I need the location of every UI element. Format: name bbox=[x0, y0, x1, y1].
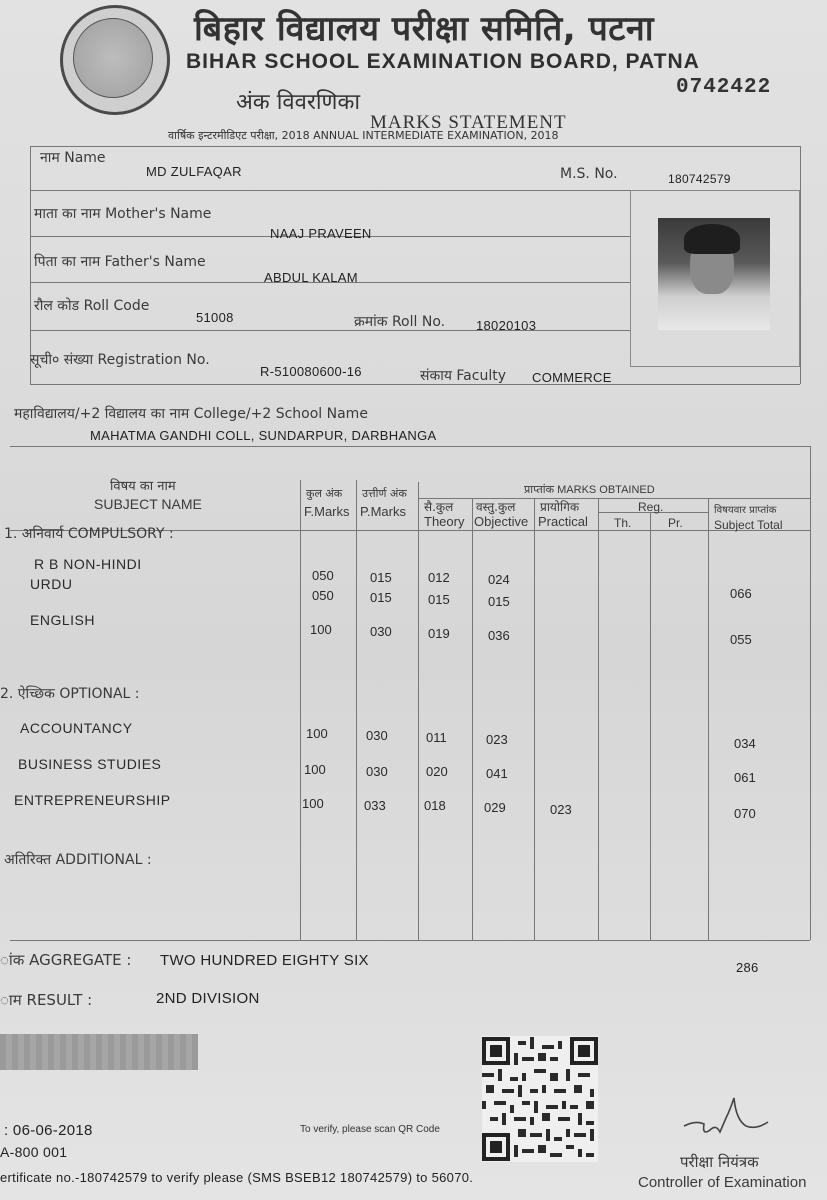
reg-theory-header: Th. bbox=[614, 516, 632, 530]
redacted-block bbox=[0, 1034, 198, 1070]
pass-marks: 030 bbox=[366, 764, 388, 779]
objective-marks: 023 bbox=[486, 732, 508, 747]
aggregate-value: 286 bbox=[736, 960, 759, 975]
subject-total: 055 bbox=[730, 632, 752, 647]
objective-marks: 029 bbox=[484, 800, 506, 815]
result-value: 2ND DIVISION bbox=[156, 990, 260, 1007]
optional-section: 2. ऐच्छिक OPTIONAL : bbox=[0, 686, 140, 702]
roll-no-label: क्रमांक Roll No. bbox=[354, 314, 446, 330]
father-name: ABDUL KALAM bbox=[264, 270, 358, 285]
student-name: MD ZULFAQAR bbox=[146, 164, 242, 179]
reg-header: Reg. bbox=[638, 500, 664, 514]
subject-total: 070 bbox=[734, 806, 756, 821]
additional-section: अतिरिक्त ADDITIONAL : bbox=[4, 852, 152, 868]
roll-code-value: 51008 bbox=[196, 310, 234, 325]
board-seal bbox=[60, 5, 170, 115]
practical-header: Practical bbox=[538, 514, 588, 529]
form-code: A-800 001 bbox=[0, 1144, 68, 1160]
college-label: महाविद्यालय/+2 विद्यालय का नाम College/+2 School Name bbox=[14, 406, 368, 422]
full-marks: 050 bbox=[312, 588, 334, 603]
serial-number: 0742422 bbox=[676, 76, 772, 99]
theory-header-hindi: सै.कुल bbox=[424, 500, 454, 514]
objective-marks: 036 bbox=[488, 628, 510, 643]
pass-marks: 030 bbox=[370, 624, 392, 639]
pass-marks: 015 bbox=[370, 570, 392, 585]
compulsory-section: 1. अनिवार्य COMPULSORY : bbox=[4, 526, 174, 542]
subject-name: ACCOUNTANCY bbox=[20, 720, 133, 736]
reg-practical-header: Pr. bbox=[668, 516, 683, 530]
subject-name: URDU bbox=[30, 576, 73, 592]
subject-name: BUSINESS STUDIES bbox=[18, 756, 162, 772]
full-marks: 100 bbox=[310, 622, 332, 637]
practical-header-hindi: प्रायोगिक bbox=[540, 500, 580, 514]
full-marks: 100 bbox=[306, 726, 328, 741]
verify-qr-note: To verify, please scan QR Code bbox=[300, 1124, 440, 1135]
subject-total-header: Subject Total bbox=[714, 518, 783, 532]
faculty-value: COMMERCE bbox=[532, 370, 612, 385]
subject-total: 034 bbox=[734, 736, 756, 751]
controller-signature bbox=[676, 1090, 776, 1150]
objective-header: Objective bbox=[474, 514, 529, 529]
board-title: BIHAR SCHOOL EXAMINATION BOARD, PATNA bbox=[186, 50, 700, 73]
full-marks: 050 bbox=[312, 568, 334, 583]
college-name: MAHATMA GANDHI COLL, SUNDARPUR, DARBHANGA bbox=[90, 428, 437, 443]
full-marks: 100 bbox=[304, 762, 326, 777]
qr-code-icon bbox=[482, 1036, 598, 1162]
pass-marks: 033 bbox=[364, 798, 386, 813]
statement-title-hindi: अंक विवरणिका bbox=[236, 90, 361, 115]
full-marks: 100 bbox=[302, 796, 324, 811]
seal-emblem-icon bbox=[73, 18, 153, 98]
registration-no: R-510080600-16 bbox=[260, 364, 362, 379]
subject-header-hindi: विषय का नाम bbox=[110, 479, 176, 494]
ms-no-value: 180742579 bbox=[668, 172, 731, 186]
theory-marks: 015 bbox=[428, 592, 450, 607]
subject-name: ENTREPRENEURSHIP bbox=[14, 792, 171, 808]
board-title-hindi: बिहार विद्यालय परीक्षा समिति, पटना bbox=[194, 9, 655, 49]
result-label: ाम RESULT : bbox=[0, 991, 93, 1009]
objective-marks: 015 bbox=[488, 594, 510, 609]
statement-title: MARKS STATEMENT bbox=[370, 112, 567, 133]
qr-code bbox=[482, 1036, 598, 1162]
theory-marks: 018 bbox=[424, 798, 446, 813]
subject-name: R B NON-HINDI bbox=[34, 556, 142, 572]
full-marks-header: F.Marks bbox=[304, 504, 350, 519]
exam-name: वार्षिक इन्टरमीडिएट परीक्षा, 2018 ANNUAL INTERMEDIATE EXAMINATION, 2018 bbox=[168, 129, 559, 142]
mother-name-label: माता का नाम Mother's Name bbox=[34, 206, 212, 222]
mother-name: NAAJ PRAVEEN bbox=[270, 226, 372, 241]
photo-hair bbox=[684, 224, 740, 254]
sms-verify-line: ertificate no.-180742579 to verify please (SMS BSEB12 180742579) to 56070. bbox=[0, 1170, 474, 1185]
theory-marks: 011 bbox=[426, 730, 447, 745]
issue-date: : 06-06-2018 bbox=[4, 1122, 93, 1139]
subject-header: SUBJECT NAME bbox=[94, 496, 202, 512]
subject-total: 061 bbox=[734, 770, 756, 785]
faculty-label: संकाय Faculty bbox=[420, 368, 506, 384]
controller-title: Controller of Examination bbox=[638, 1174, 807, 1191]
theory-marks: 019 bbox=[428, 626, 450, 641]
objective-marks: 024 bbox=[488, 572, 510, 587]
ms-no-label: M.S. No. bbox=[560, 166, 618, 182]
father-name-label: पिता का नाम Father's Name bbox=[34, 254, 206, 270]
theory-marks: 012 bbox=[428, 570, 450, 585]
aggregate-label: ांक AGGREGATE : bbox=[0, 951, 132, 969]
controller-title-hindi: परीक्षा नियंत्रक bbox=[680, 1153, 759, 1171]
pass-marks: 030 bbox=[366, 728, 388, 743]
subject-name: ENGLISH bbox=[30, 612, 95, 628]
objective-header-hindi: वस्तु.कुल bbox=[476, 500, 516, 514]
pass-marks-header-hindi: उत्तीर्ण अंक bbox=[362, 487, 407, 500]
subject-total: 066 bbox=[730, 586, 752, 601]
marks-obtained-header: प्राप्तांक MARKS OBTAINED bbox=[524, 484, 655, 496]
subject-total-header-hindi: विषयवार प्राप्तांक bbox=[714, 505, 777, 516]
theory-header: Theory bbox=[424, 514, 465, 529]
registration-label: सूची० संख्या Registration No. bbox=[30, 352, 210, 368]
pass-marks: 015 bbox=[370, 590, 392, 605]
theory-marks: 020 bbox=[426, 764, 448, 779]
pass-marks-header: P.Marks bbox=[360, 504, 406, 519]
practical-marks: 023 bbox=[550, 802, 572, 817]
full-marks-header-hindi: कुल अंक bbox=[306, 487, 343, 500]
aggregate-words: TWO HUNDRED EIGHTY SIX bbox=[160, 952, 369, 969]
objective-marks: 041 bbox=[486, 766, 508, 781]
roll-code-label: रौल कोड Roll Code bbox=[34, 298, 150, 314]
name-label: नाम Name bbox=[40, 150, 106, 166]
roll-no-value: 18020103 bbox=[476, 318, 537, 333]
